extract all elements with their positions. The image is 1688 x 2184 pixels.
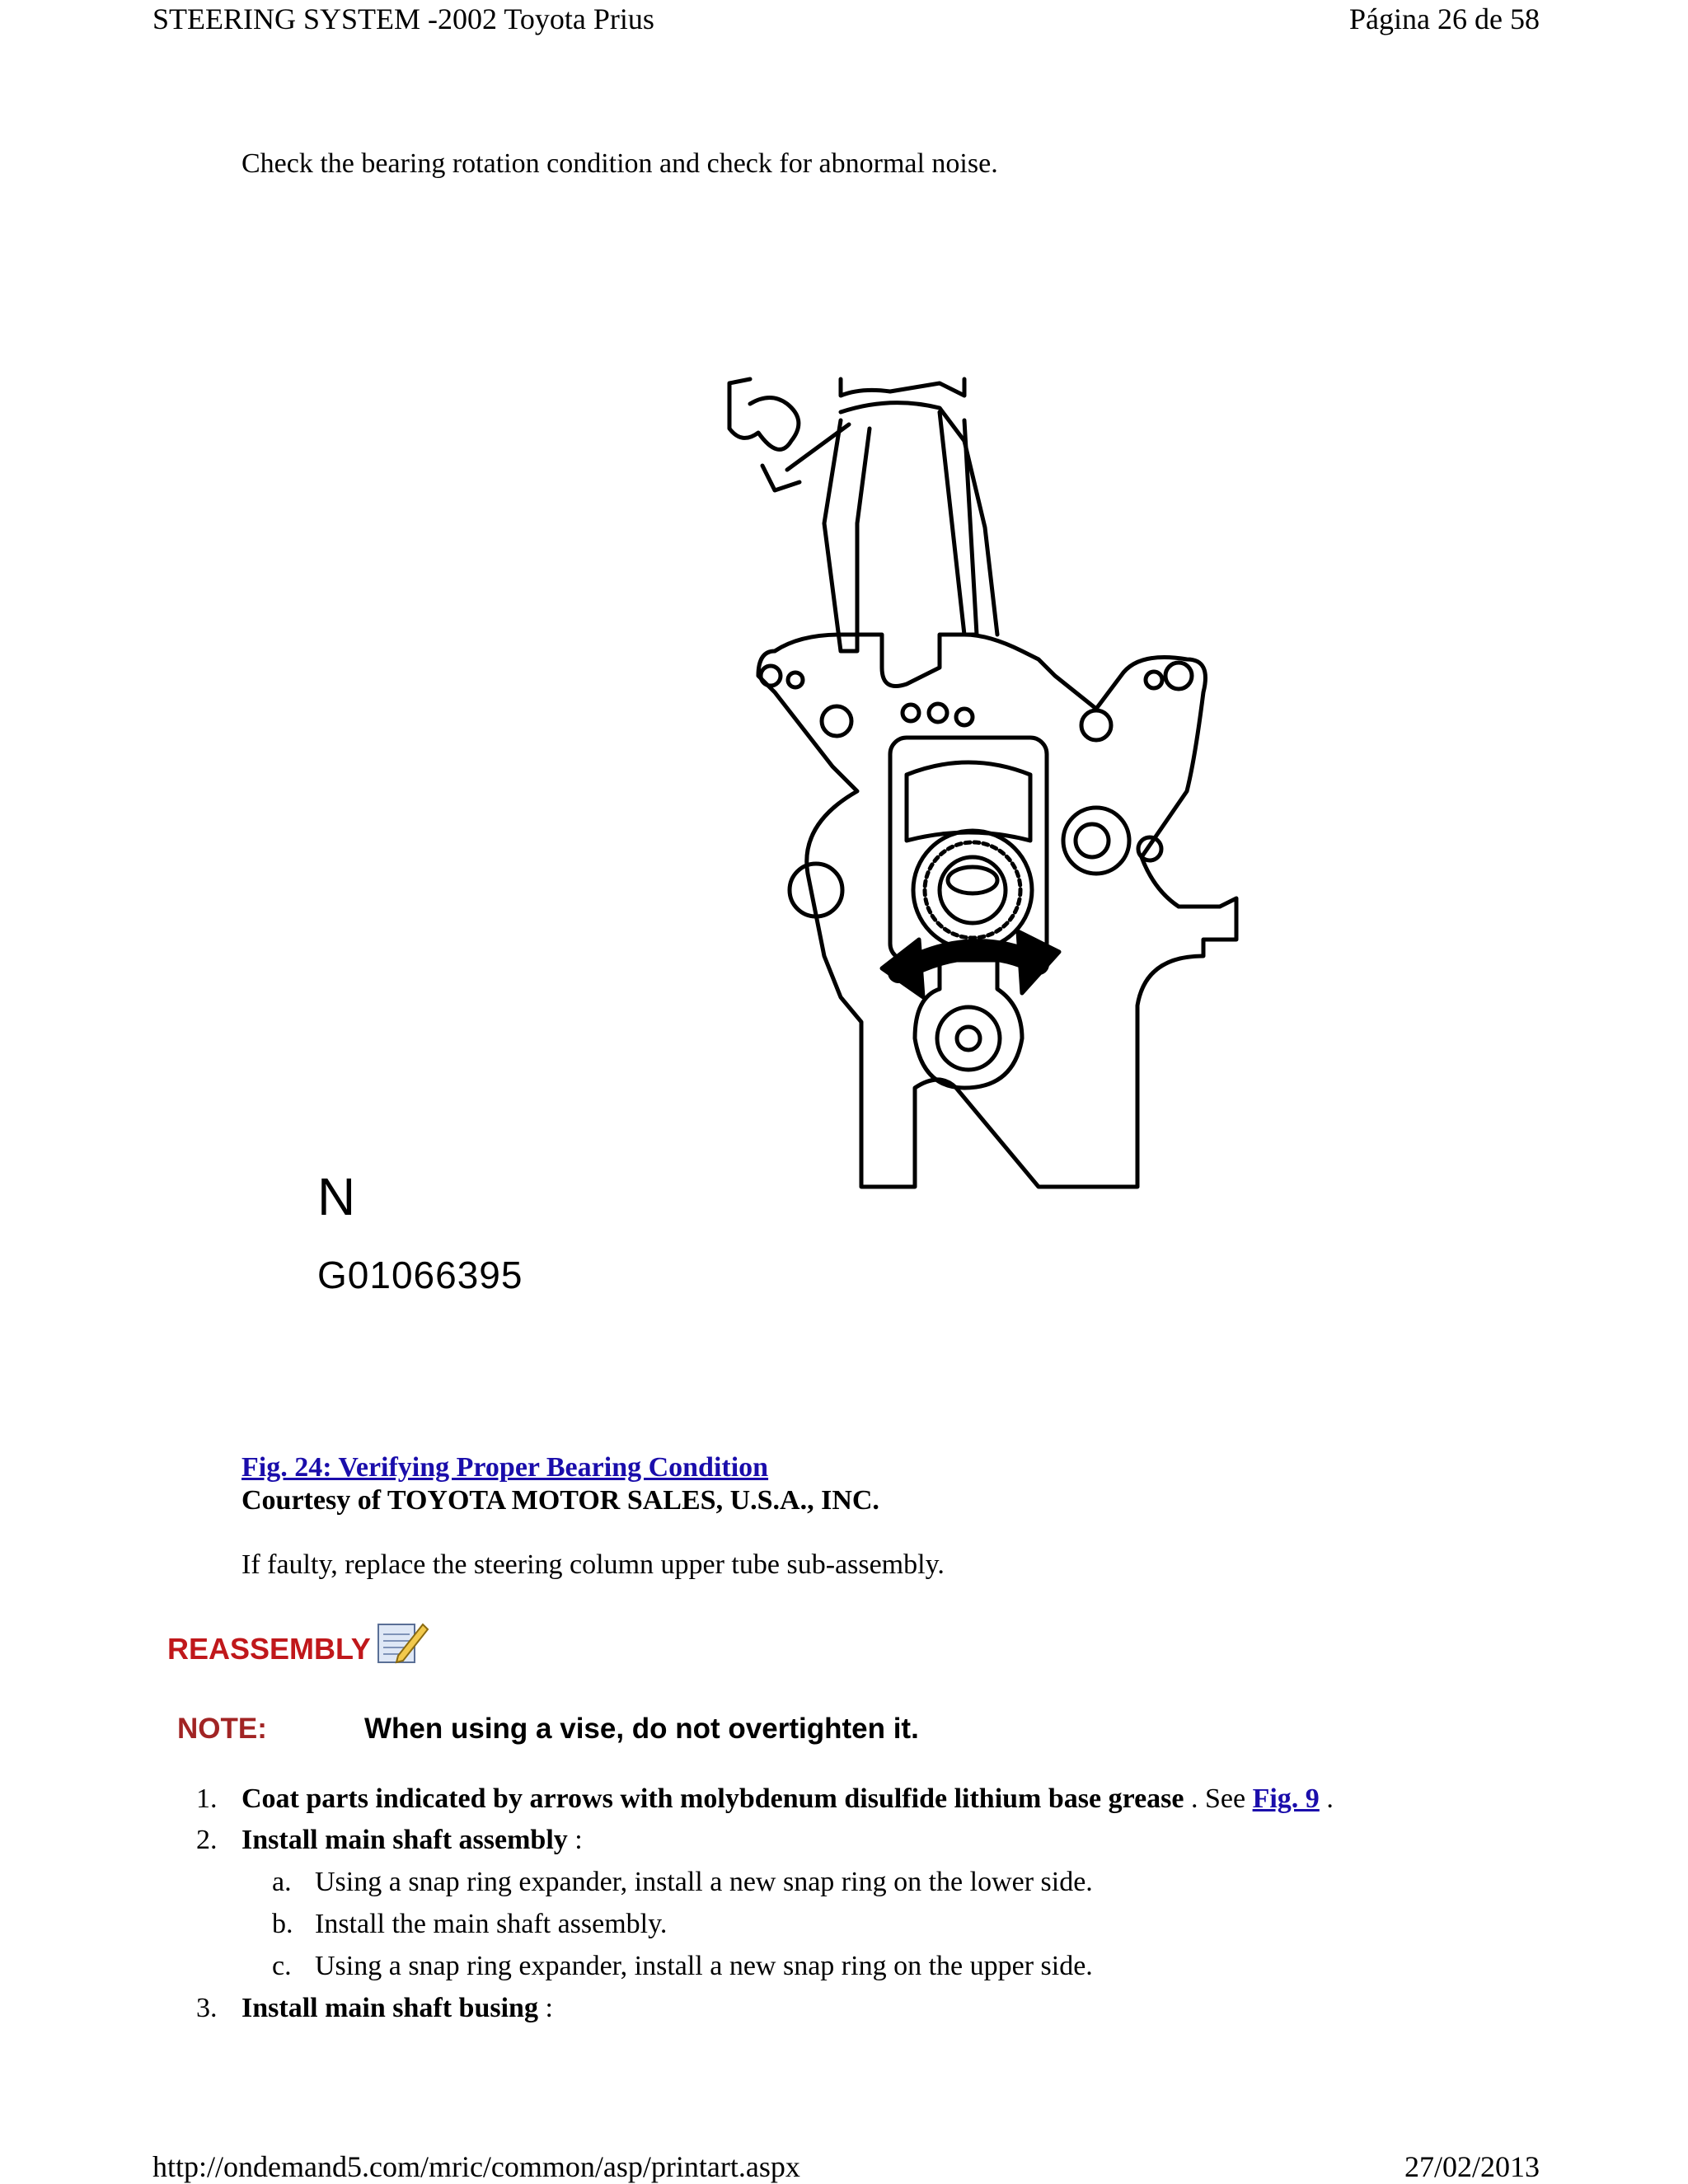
figure-arrow-head-left bbox=[882, 940, 923, 997]
list-item: Using a snap ring expander, install a new snap ring on the upper side. bbox=[315, 1951, 1093, 1981]
step-text: : bbox=[567, 1825, 583, 1855]
list-item bbox=[241, 1783, 1334, 1815]
figure-bolt-hole bbox=[761, 666, 781, 686]
figure-clip-tab bbox=[762, 466, 799, 490]
step-number: 1. bbox=[196, 1783, 218, 1814]
figure-caption-link[interactable]: Fig. 24: Verifying Proper Bearing Condition bbox=[241, 1452, 769, 1483]
header-page-number: Página 26 de 58 bbox=[1349, 2, 1540, 35]
step-bold-text: Coat parts indicated by arrows with molybdenum disulfide lithium base grease bbox=[241, 1783, 1184, 1814]
section-title: REASSEMBLY bbox=[167, 1632, 371, 1666]
substep-letter: b. bbox=[272, 1909, 293, 1939]
figure-code: G01066395 bbox=[317, 1254, 523, 1296]
paragraph-if-faulty: If faulty, replace the steering column upper tube sub-assembly. bbox=[241, 1549, 945, 1580]
figure-bearing-outer bbox=[913, 831, 1032, 949]
footer-date: 27/02/2013 bbox=[1404, 2150, 1540, 2183]
bearing-figure bbox=[313, 363, 1385, 1335]
header-title: STEERING SYSTEM -2002 Toyota Prius bbox=[152, 2, 654, 35]
step-number: 3. bbox=[196, 1993, 218, 2023]
fig9-link[interactable]: Fig. 9 bbox=[1252, 1783, 1320, 1814]
notepad-pencil-icon[interactable] bbox=[375, 1619, 429, 1669]
footer-url: http://ondemand5.com/mric/common/asp/printart.aspx bbox=[152, 2150, 800, 2183]
figure-clip bbox=[729, 379, 799, 449]
list-item bbox=[241, 1993, 553, 2024]
list-item bbox=[241, 1825, 583, 1856]
note-label: NOTE: bbox=[177, 1713, 267, 1745]
figure-arrow-head-right bbox=[1018, 931, 1059, 993]
substep-letter: c. bbox=[272, 1951, 292, 1981]
step-bold-text: Install main shaft busing bbox=[241, 1993, 538, 2023]
step-number: 2. bbox=[196, 1825, 218, 1855]
figure-letter: N bbox=[317, 1167, 356, 1226]
step-end: . bbox=[1319, 1783, 1334, 1814]
list-item: Install the main shaft assembly. bbox=[315, 1909, 668, 1939]
note-text: When using a vise, do not overtighten it. bbox=[364, 1713, 919, 1745]
substep-letter: a. bbox=[272, 1867, 292, 1897]
figure-caption-credit: Courtesy of TOYOTA MOTOR SALES, U.S.A., INC. bbox=[241, 1485, 879, 1516]
step-bold-text: Install main shaft assembly bbox=[241, 1825, 568, 1855]
list-item: Using a snap ring expander, install a new snap ring on the lower side. bbox=[315, 1867, 1093, 1897]
step-text: : bbox=[537, 1993, 553, 2023]
paragraph-check-bearing: Check the bearing rotation condition and check for abnormal noise. bbox=[241, 148, 998, 179]
figure-column-tube bbox=[841, 379, 964, 396]
step-text: . See bbox=[1184, 1783, 1253, 1814]
